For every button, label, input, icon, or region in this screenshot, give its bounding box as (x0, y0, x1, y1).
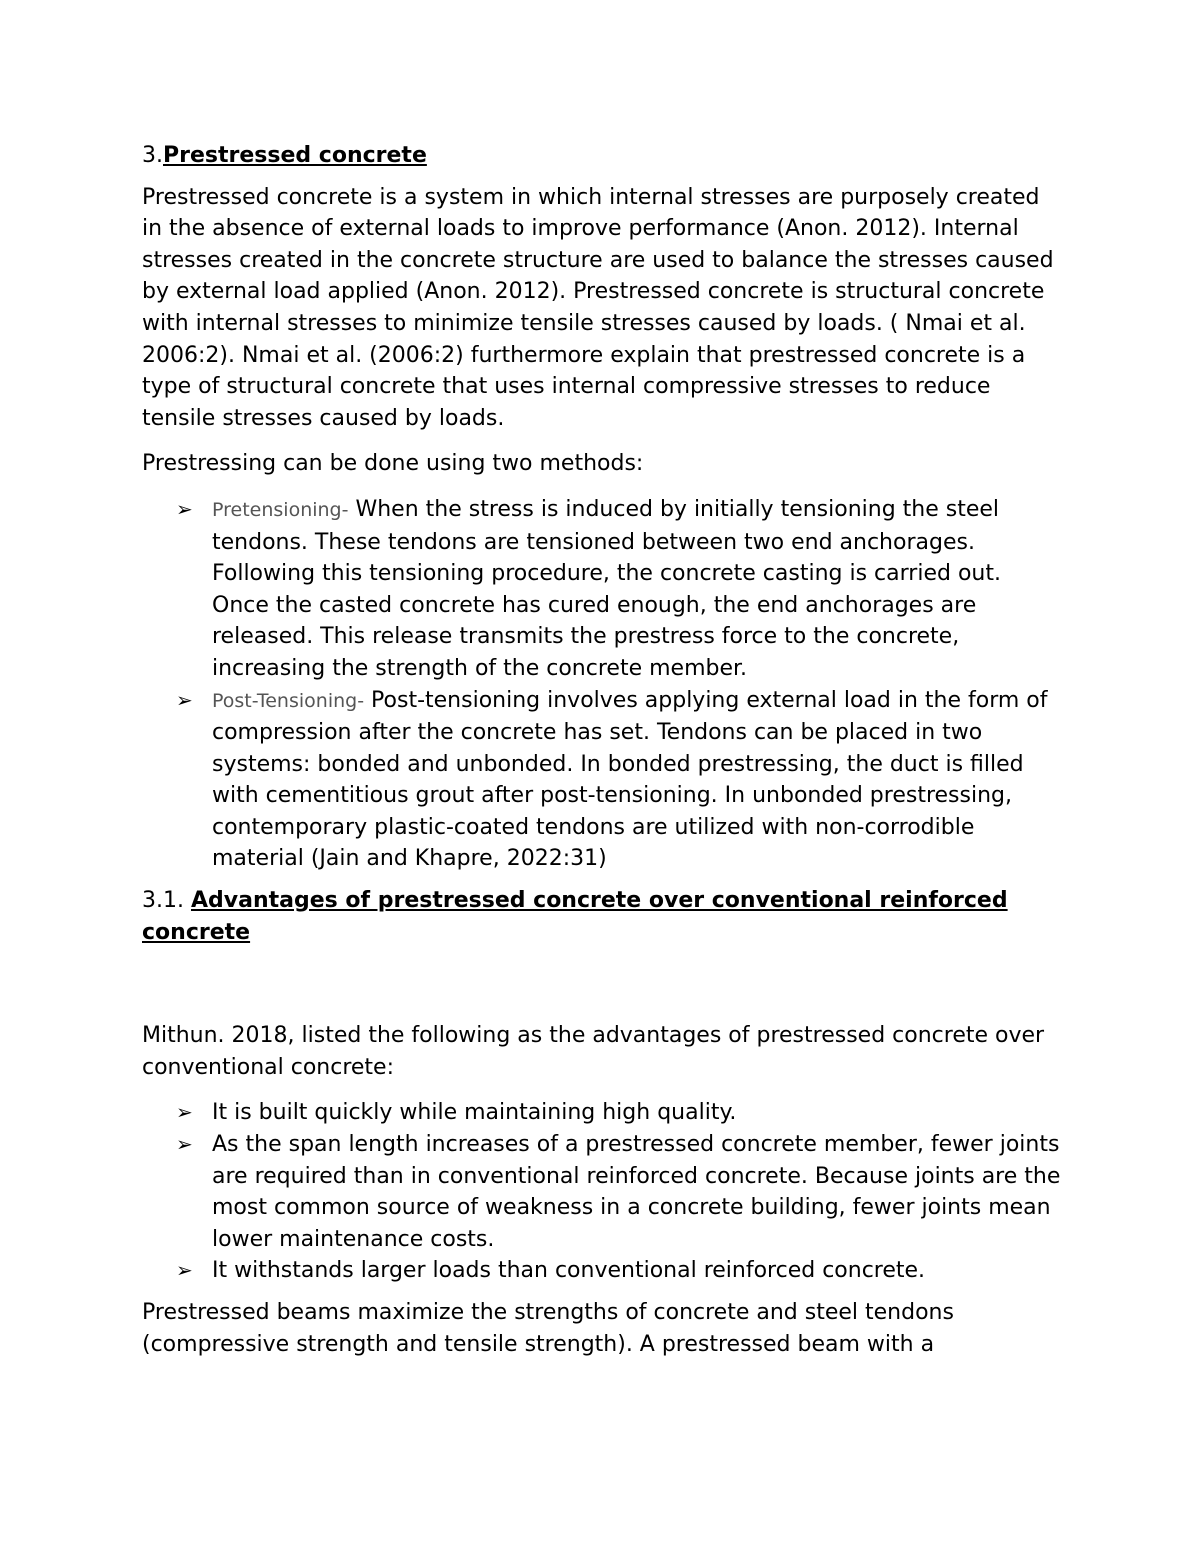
advantages-list (142, 1097, 1062, 1287)
closing-paragraph: Prestressed beams maximize the strengths of concrete and steel tendons (compressive strength and tensile strength). A prestressed beam with a (142, 1300, 954, 1357)
arrowhead-bullet-icon: ➢ (176, 1258, 193, 1283)
methods-list (142, 494, 1062, 875)
methods-intro-paragraph: Prestressing can be done using two methods: (142, 451, 644, 477)
blank-spacer (142, 958, 1062, 1020)
section-3-1-number: 3.1. (142, 888, 184, 914)
arrowhead-bullet-icon: ➢ (176, 496, 193, 521)
list-item-advantage (142, 1255, 1062, 1287)
section-3-number: 3. (142, 143, 163, 168)
advantage-text: As the span length increases of a prestressed concrete member, fewer joints are required than in conventional reinforced concrete. Because joints are the most common source of weakness in a concrete building, fewer joints mean lower maintenance costs. (212, 1132, 1061, 1252)
section-3-heading (142, 140, 1062, 172)
advantages-intro-paragraph: Mithun. 2018, listed the following as the advantages of prestressed concrete over conventional concrete: (142, 1023, 1045, 1080)
list-item-advantage (142, 1097, 1062, 1129)
arrowhead-bullet-icon: ➢ (176, 687, 193, 712)
method-description: When the stress is induced by initially tensioning the steel tendons. These tendons are tensioned between two end anchorages. Following this tensioning procedure, the concrete casting is carried out. Once the casted concrete has cured enough, the end anchorages are released. This release transmits the prestress force to the concrete, increasing the strength of the concrete member. (212, 496, 1001, 681)
method-term: Pretensioning- (212, 498, 349, 521)
advantage-text: It withstands larger loads than conventional reinforced concrete. (212, 1258, 926, 1284)
arrowhead-bullet-icon: ➢ (176, 1100, 193, 1125)
list-item-pretensioning (142, 494, 1062, 685)
list-item-advantage (142, 1129, 1062, 1255)
list-item-post-tensioning (142, 685, 1062, 876)
document-page (142, 140, 1062, 1374)
method-term: Post-Tensioning- (212, 689, 365, 712)
arrowhead-bullet-icon: ➢ (176, 1132, 193, 1157)
section-3-title: Prestressed concrete (163, 143, 427, 168)
section-3-intro-paragraph: Prestressed concrete is a system in which internal stresses are purposely created in the absence of external loads to improve performance (Anon. 2012). Internal stresses created in the concrete structure are used to balance the stresses caused by external load applied (Anon. 2012). Prestressed concrete is structural concrete with internal stresses to minimize tensile stresses caused by loads. ( Nmai et al. 2006:2). Nmai et al. (2006:2) furthermore explain that prestressed concrete is a type of structural concrete that uses internal compressive stresses to reduce tensile stresses caused by loads. (142, 184, 1054, 431)
advantage-text: It is built quickly while maintaining high quality. (212, 1100, 737, 1126)
section-3-1-title: Advantages of prestressed concrete over conventional reinforced concrete (142, 888, 1008, 945)
section-3-1-heading (142, 885, 1062, 948)
method-description: Post-tensioning involves applying external load in the form of compression after the concrete has set. Tendons can be placed in two systems: bonded and unbonded. In bonded prestressing, the duct is filled with cementitious grout after post-tensioning. In unbonded prestressing, contemporary plastic-coated tendons are utilized with non-corrodible material (Jain and Khapre, 2022:31) (212, 687, 1048, 872)
